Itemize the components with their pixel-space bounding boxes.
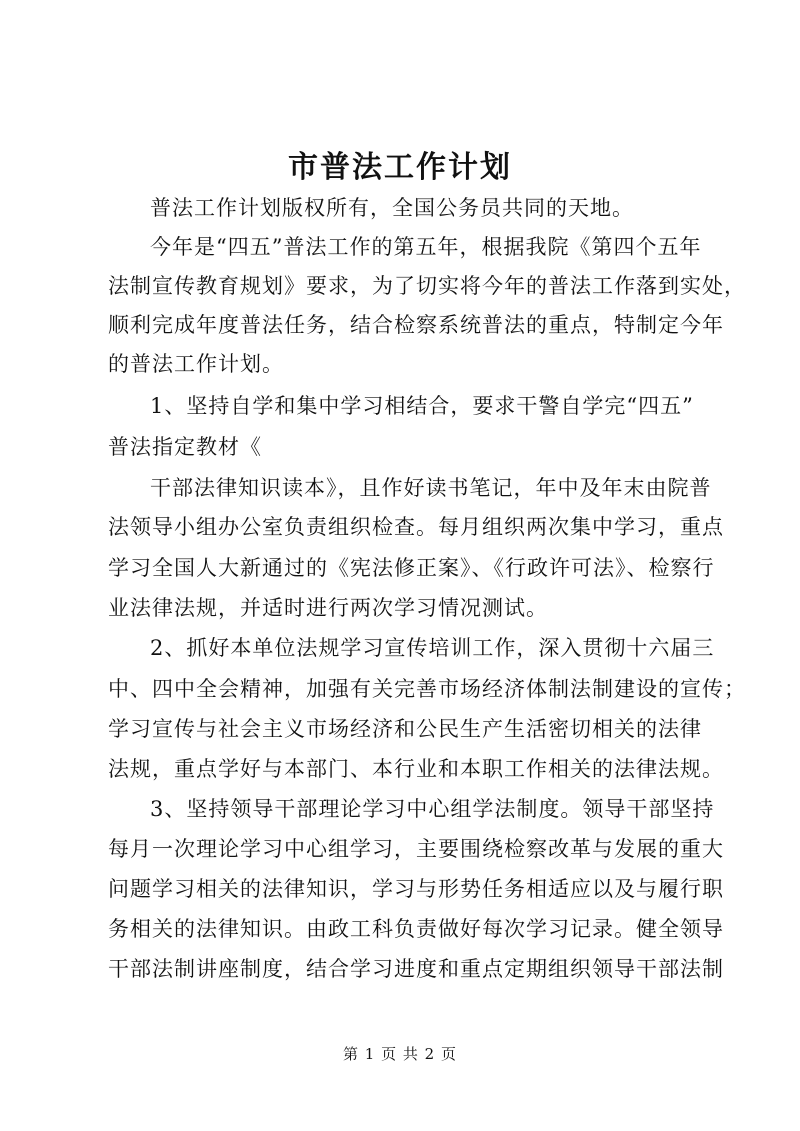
document-title: 市普法工作计划 bbox=[288, 150, 512, 185]
paragraph-line: 普法指定教材《 bbox=[108, 435, 262, 459]
paragraph-line: 2、抓好本单位法规学习宣传培训工作，深入贯彻十六届三 bbox=[150, 636, 715, 660]
page-footer: 第 1 页 共 2 页 bbox=[343, 1045, 457, 1063]
paragraph-line: 法制宣传教育规划》要求，为了切实将今年的普法工作落到实处， bbox=[108, 274, 746, 298]
paragraph-line: 3、坚持领导干部理论学习中心组学法制度。领导干部坚持 bbox=[150, 797, 715, 821]
paragraph-line: 普法工作计划版权所有，全国公务员共同的天地。 bbox=[150, 196, 634, 220]
paragraph-line: 问题学习相关的法律知识，学习与形势任务相适应以及与履行职 bbox=[108, 877, 724, 901]
paragraph-line: 法规，重点学好与本部门、本行业和本职工作相关的法律法规。 bbox=[108, 757, 724, 781]
paragraph-line: 学习宣传与社会主义市场经济和公民生产生活密切相关的法律 bbox=[108, 717, 702, 741]
paragraph-line: 学习全国人大新通过的《宪法修正案》、《行政许可法》、检察行 bbox=[108, 556, 715, 580]
paragraph-line: 干部法制讲座制度，结合学习进度和重点定期组织领导干部法制 bbox=[108, 957, 724, 981]
paragraph-line: 的普法工作计划。 bbox=[108, 352, 284, 376]
paragraph-line: 务相关的法律知识。由政工科负责做好每次学习记录。健全领导 bbox=[108, 917, 724, 941]
paragraph-line: 中、四中全会精神，加强有关完善市场经济体制法制建设的宣传； bbox=[108, 677, 746, 701]
paragraph-line: 干部法律知识读本》，且作好读书笔记，年中及年末由院普 bbox=[150, 476, 712, 500]
paragraph-line: 顺利完成年度普法任务，结合检察系统普法的重点，特制定今年 bbox=[108, 313, 724, 337]
paragraph-line: 法领导小组办公室负责组织检查。每月组织两次集中学习，重点 bbox=[108, 515, 724, 539]
paragraph-line: 业法律法规，并适时进行两次学习情况测试。 bbox=[108, 596, 548, 620]
paragraph-line: 1、坚持自学和集中学习相结合，要求干警自学完“四五” bbox=[150, 394, 694, 418]
paragraph-line: 每月一次理论学习中心组学习，主要围绕检察改革与发展的重大 bbox=[108, 837, 724, 861]
paragraph-line: 今年是“四五”普法工作的第五年，根据我院《第四个五年 bbox=[150, 235, 702, 259]
